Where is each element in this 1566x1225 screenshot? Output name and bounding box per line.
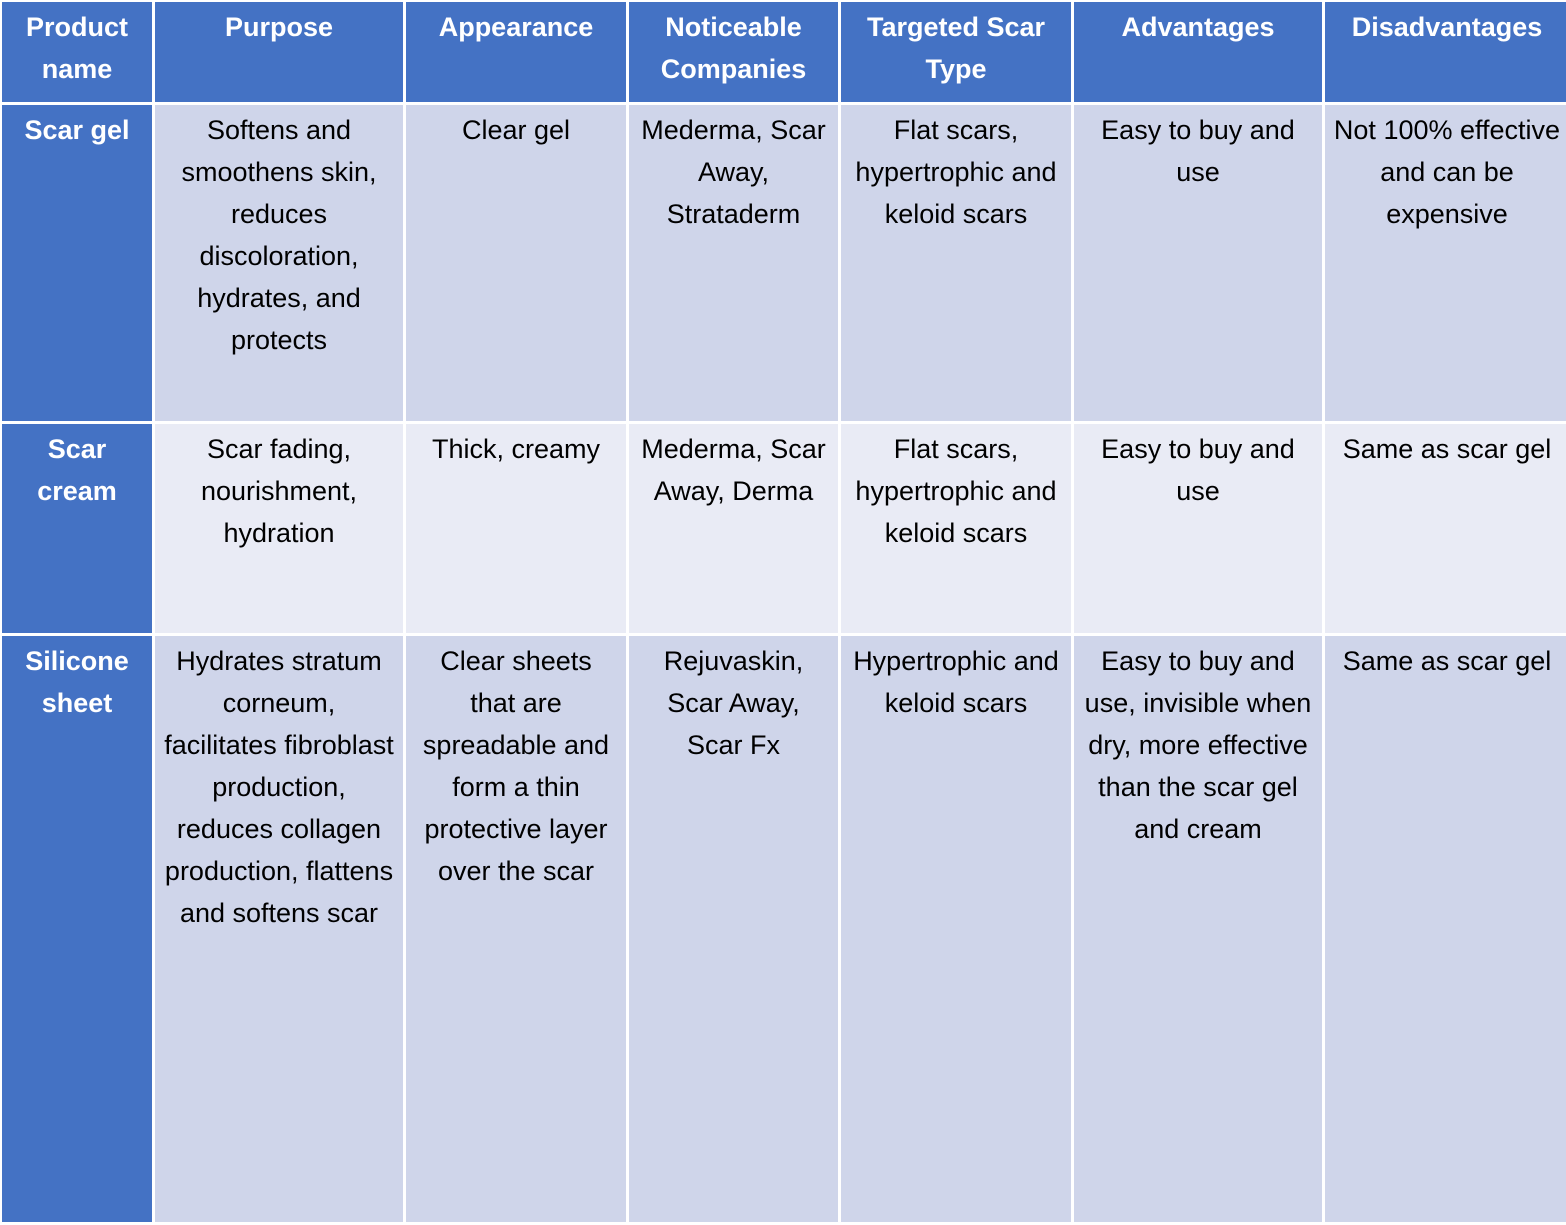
table-header-row xyxy=(2,2,1566,102)
advantages-cell: Easy to buy and use, invisible when dry, more effective than the scar gel and cream xyxy=(1074,636,1322,1222)
purpose-cell: Scar fading, nourishment, hydration xyxy=(155,424,403,633)
companies-cell: Mederma, Scar Away, Derma xyxy=(629,424,838,633)
header-companies: Noticeable Companies xyxy=(629,2,838,102)
table-row xyxy=(2,636,1566,1222)
appearance-cell: Clear gel xyxy=(406,105,626,421)
appearance-cell: Thick, creamy xyxy=(406,424,626,633)
scar-type-cell: Hypertrophic and keloid scars xyxy=(841,636,1071,1222)
purpose-cell: Hydrates stratum corneum, facilitates fibroblast production, reduces collagen production, flattens and softens scar xyxy=(155,636,403,1222)
advantages-cell: Easy to buy and use xyxy=(1074,105,1322,421)
header-appearance: Appearance xyxy=(406,2,626,102)
disadvantages-cell: Not 100% effective and can be expensive xyxy=(1325,105,1566,421)
header-product-name: Product name xyxy=(2,2,152,102)
appearance-cell: Clear sheets that are spreadable and form a thin protective layer over the scar xyxy=(406,636,626,1222)
table-row xyxy=(2,105,1566,421)
product-name-cell: Scar gel xyxy=(2,105,152,421)
disadvantages-cell: Same as scar gel xyxy=(1325,424,1566,633)
purpose-cell: Softens and smoothens skin, reduces discoloration, hydrates, and protects xyxy=(155,105,403,421)
table-row xyxy=(2,424,1566,633)
header-purpose: Purpose xyxy=(155,2,403,102)
scar-type-cell: Flat scars, hypertrophic and keloid scars xyxy=(841,105,1071,421)
header-scar-type: Targeted Scar Type xyxy=(841,2,1071,102)
companies-cell: Rejuvaskin, Scar Away, Scar Fx xyxy=(629,636,838,1222)
scar-type-cell: Flat scars, hypertrophic and keloid scars xyxy=(841,424,1071,633)
companies-cell: Mederma, Scar Away, Strataderm xyxy=(629,105,838,421)
header-advantages: Advantages xyxy=(1074,2,1322,102)
product-name-cell: Silicone sheet xyxy=(2,636,152,1222)
header-disadvantages: Disadvantages xyxy=(1325,2,1566,102)
advantages-cell: Easy to buy and use xyxy=(1074,424,1322,633)
disadvantages-cell: Same as scar gel xyxy=(1325,636,1566,1222)
product-name-cell: Scar cream xyxy=(2,424,152,633)
